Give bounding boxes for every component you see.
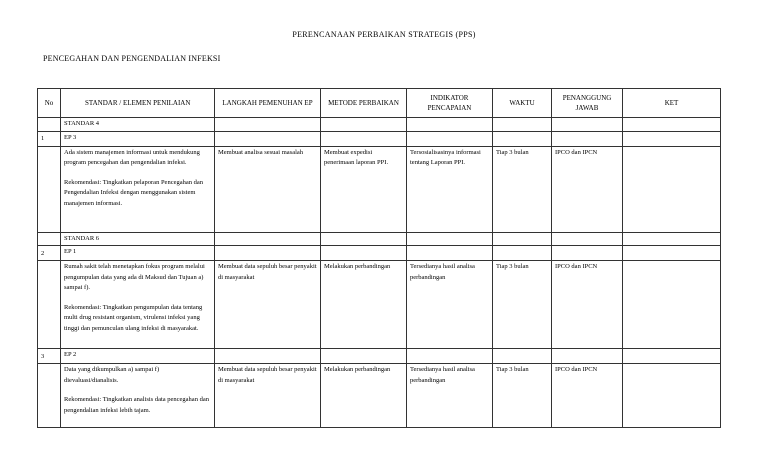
- standar-row: [38, 118, 721, 132]
- header-metode: METODE PERBAIKAN: [321, 89, 407, 118]
- rekomendasi-text: Rekomendasi: Tingkatkan pelaporan Pencegahan dan Pengendalian Infeksi dengan menggunakan sistem manajemen informasi.: [64, 178, 203, 207]
- waktu-cell: Tiap 3 bulan: [493, 364, 552, 428]
- metode-cell: Melakukan perbandingan: [321, 261, 407, 349]
- header-langkah: LANGKAH PEMENUHAN EP: [215, 89, 321, 118]
- elemen-cell: [61, 261, 215, 349]
- no-cell: [38, 118, 61, 132]
- rekomendasi-text: Rekomendasi: Tingkatkan pengumpulan data tentang multi drug resistant organism, virulensi infeksi yang tinggi dan pemunculan ulang infeksi di masyarakat.: [64, 303, 203, 332]
- rekomendasi-text: Rekomendasi: Tingkatkan analisis data pencegahan dan pengendalian infeksi lebih tajam.: [64, 396, 209, 414]
- pj-cell: IPCO dan IPCN: [552, 261, 623, 349]
- page-subtitle: PENCEGAHAN DAN PENGENDALIAN INFEKSI: [43, 54, 221, 63]
- header-pj: PENANGGUNG JAWAB: [552, 89, 623, 118]
- metode-cell: Melakukan perbandingan: [321, 364, 407, 428]
- langkah-cell: Membuat data sepuluh besar penyakit di masyarakat: [215, 261, 321, 349]
- pj-cell: IPCO dan IPCN: [552, 146, 623, 232]
- header-no: No: [38, 89, 61, 118]
- row-number: 2: [38, 246, 61, 261]
- waktu-cell: Tiap 3 bulan: [493, 261, 552, 349]
- indikator-cell: Tersosialisasinya informasi tentang Laporan PPI.: [407, 146, 493, 232]
- standar-label: STANDAR 4: [61, 118, 215, 132]
- elemen-text: Rumah sakit telah menetapkan fokus program melalui pengumpulan data yang ada di Maksud dan Tujuan a) sampai f).: [64, 263, 205, 291]
- table-row: [38, 261, 721, 349]
- metode-cell: Membuat expedisi penerimaan laporan PPI.: [321, 146, 407, 232]
- ep-row: [38, 131, 721, 146]
- ep-label: EP 1: [61, 246, 215, 261]
- ep-row: [38, 349, 721, 364]
- elemen-text: Data yang dikumpulkan a) sampai f) dievaluasi/dianalisis.: [64, 366, 160, 384]
- page-title: PERENCANAAN PERBAIKAN STRATEGIS (PPS): [292, 30, 476, 39]
- table-row: [38, 364, 721, 428]
- ep-label: EP 3: [61, 131, 215, 146]
- ket-cell: [623, 364, 721, 428]
- indikator-cell: Tersedianya hasil analisa perbandingan: [407, 261, 493, 349]
- elemen-cell: [61, 364, 215, 428]
- table-row: [38, 146, 721, 232]
- header-standar: STANDAR / ELEMEN PENILAIAN: [61, 89, 215, 118]
- standar-row: [38, 232, 721, 246]
- header-row: [38, 89, 721, 118]
- waktu-cell: Tiap 3 bulan: [493, 146, 552, 232]
- row-number: 1: [38, 131, 61, 146]
- header-ket: KET: [623, 89, 721, 118]
- langkah-cell: Membuat analisa sesuai masalah: [215, 146, 321, 232]
- row-number: 3: [38, 349, 61, 364]
- ep-row: [38, 246, 721, 261]
- pj-cell: IPCO dan IPCN: [552, 364, 623, 428]
- pps-table: [37, 88, 721, 428]
- standar-label: STANDAR 6: [61, 232, 215, 246]
- indikator-cell: Tersedianya hasil analisa perbandingan: [407, 364, 493, 428]
- ket-cell: [623, 146, 721, 232]
- header-waktu: WAKTU: [493, 89, 552, 118]
- langkah-cell: Membuat data sepuluh besar penyakit di masyarakat: [215, 364, 321, 428]
- header-indikator: INDIKATOR PENCAPAIAN: [407, 89, 493, 118]
- ket-cell: [623, 261, 721, 349]
- elemen-text: Ada sistem manajemen informasi untuk mendukung program pencegahan dan pengendalian infeksi.: [64, 148, 200, 166]
- ep-label: EP 2: [61, 349, 215, 364]
- elemen-cell: [61, 146, 215, 232]
